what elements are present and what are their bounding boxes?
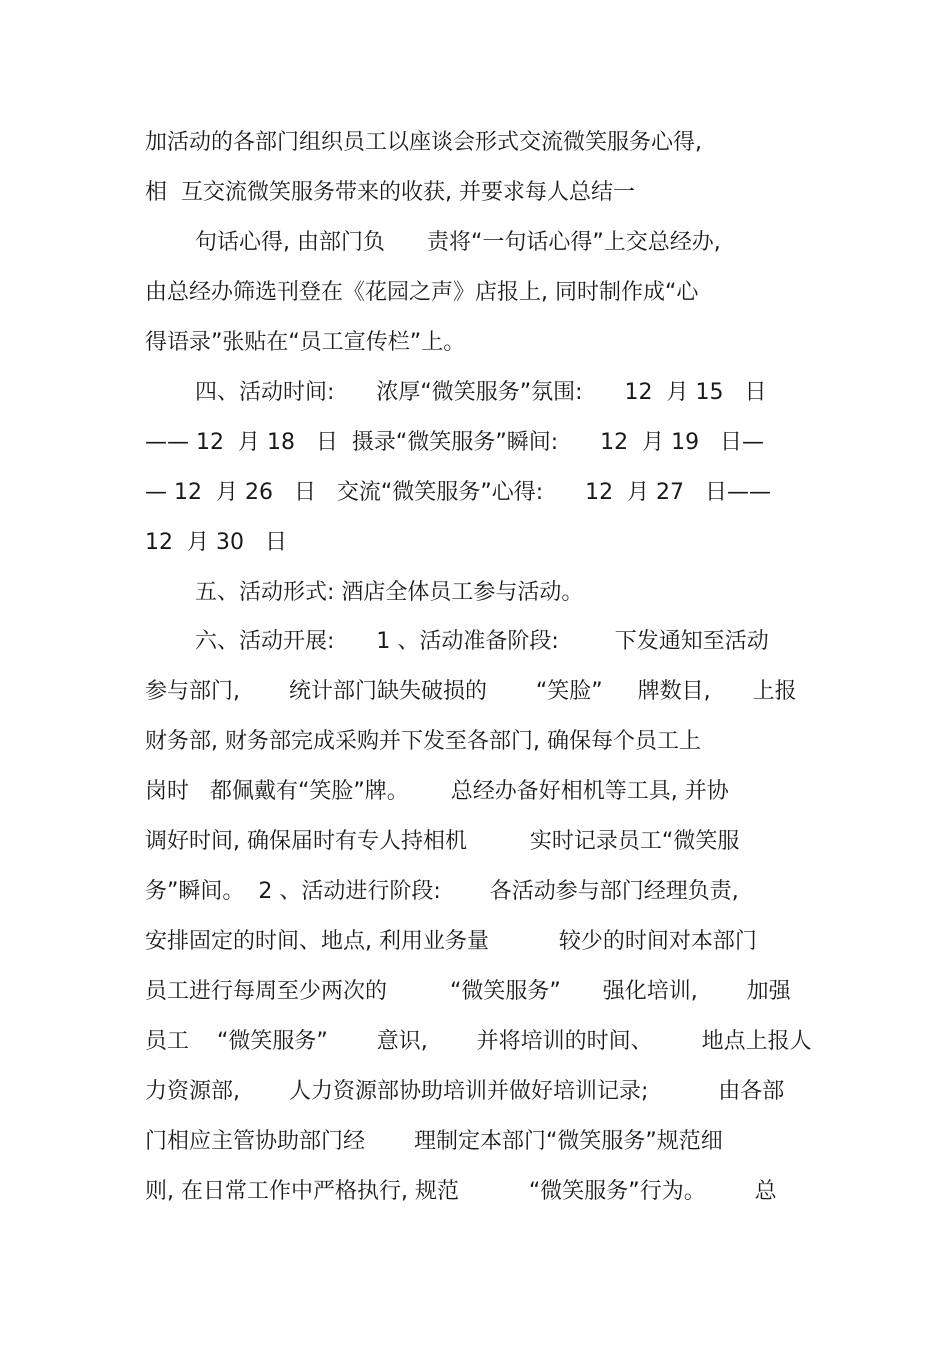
text-line: 句话心得, 由部门负 责将“一句话心得”上交总经办,: [195, 230, 721, 255]
text-line: 12 月 30 日: [145, 530, 287, 555]
text-line: 五、活动形式: 酒店全体员工参与活动。: [195, 580, 584, 605]
text-line: 调好时间, 确保届时有专人持相机 实时记录员工“微笑服: [145, 829, 740, 854]
text-line: 财务部, 财务部完成采购并下发至各部门, 确保每个员工上: [145, 729, 701, 754]
text-line: 由总经办筛选刊登在《花园之声》店报上, 同时制作成“心: [145, 280, 699, 305]
text-line: 员工进行每周至少两次的 “微笑服务” 强化培训, 加强: [145, 979, 791, 1004]
text-line: 则, 在日常工作中严格执行, 规范 “微笑服务”行为。 总: [145, 1179, 777, 1204]
text-line: 参与部门, 统计部门缺失破损的 “笑脸” 牌数目, 上报: [145, 679, 797, 704]
text-line: 务”瞬间。 2 、活动进行阶段: 各活动参与部门经理负责,: [145, 879, 739, 904]
text-line: 员工 “微笑服务” 意识, 并将培训的时间、 地点上报人: [145, 1029, 812, 1054]
text-line: 得语录”张贴在“员工宣传栏”上。: [145, 330, 466, 355]
text-line: 岗时 都佩戴有“笑脸”牌。 总经办备好相机等工具, 并协: [145, 779, 729, 804]
text-line: 加活动的各部门组织员工以座谈会形式交流微笑服务心得,: [145, 130, 702, 155]
text-line: —— 12 月 18 日 摄录“微笑服务”瞬间: 12 月 19 日—: [145, 430, 765, 455]
text-line: 安排固定的时间、地点, 利用业务量 较少的时间对本部门: [145, 929, 757, 954]
text-line: 六、活动开展: 1 、活动准备阶段: 下发通知至活动: [195, 629, 769, 654]
text-line: 四、活动时间: 浓厚“微笑服务”氛围: 12 月 15 日: [195, 380, 767, 405]
text-line: — 12 月 26 日 交流“微笑服务”心得: 12 月 27 日——: [145, 480, 772, 505]
text-line: 门相应主管协助部门经 理制定本部门“微笑服务”规范细: [145, 1129, 723, 1154]
text-line: 相 互交流微笑服务带来的收获, 并要求每人总结一: [145, 180, 635, 205]
text-line: 力资源部, 人力资源部协助培训并做好培训记录; 由各部: [145, 1079, 785, 1104]
